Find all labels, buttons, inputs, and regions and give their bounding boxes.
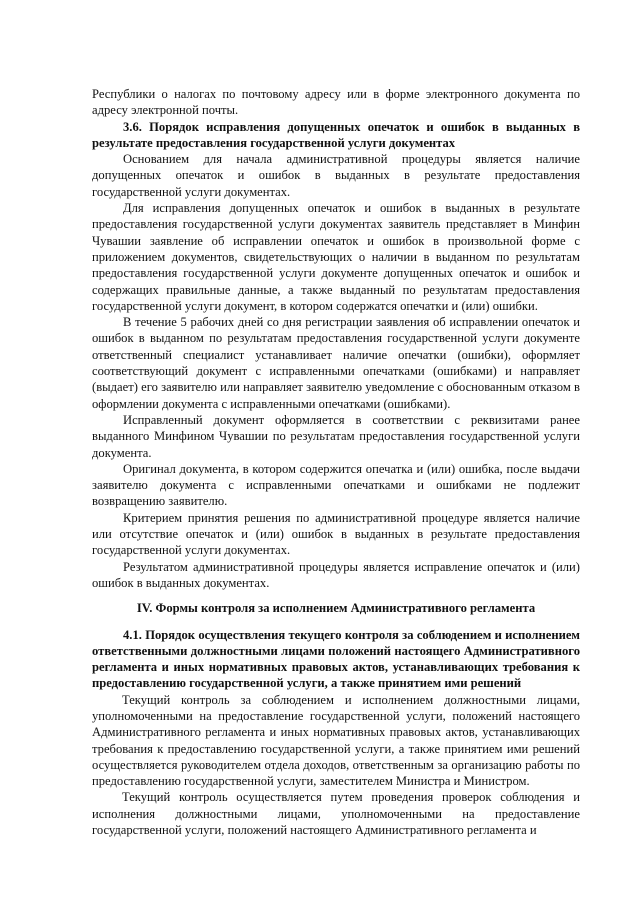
section-4-1-heading: 4.1. Порядок осуществления текущего контроля за соблюдением и исполнением ответственными должностными лицами положений настоящего Административного регламента и иных нормативных правовых актов, устанавливающих требования к предоставлению государственной услуги, а также принятием ими решений [92,627,580,691]
section-3-6-paragraph-7: Результатом административной процедуры является исправление опечаток и (или) ошибок в выданных документах. [92,559,580,590]
section-3-6-paragraph-3: В течение 5 рабочих дней со дня регистрации заявления об исправлении опечаток и ошибок в выданном по результатам предоставления государственной услуги документе ответственный специалист устанавливает наличие опечатки (ошибки), оформляет соответствующий документ с исправленными опечатками (ошибками) и направляет (выдает) его заявителю или направляет заявителю уведомление с обоснованным отказом в оформлении документа с исправленными опечатками (ошибками). [92,315,580,411]
section-3-6-paragraph-4: Исправленный документ оформляется в соответствии с реквизитами ранее выданного Минфином Чувашии по результатам предоставления государственной услуги документа. [92,412,580,460]
section-4-1-paragraph-2: Текущий контроль осуществляется путем проведения проверок соблюдения и исполнения должностными лицами, уполномоченными на предоставление государственной услуги, положений настоящего Административного регламента и [92,790,580,838]
section-4-1-paragraph-1: Текущий контроль за соблюдением и исполнением должностными лицами, уполномоченными на предоставление государственной услуги, положений настоящего Административного регламента и иных нормативных правовых актов, устанавливающих требования к предоставлению государственной услуги, а также принятием ими решений осуществляется руководителем отдела доходов, ответственным за организацию работы по предоставлению государственной услуги, заместителем Министра и Министром. [92,692,580,789]
section-3-6-paragraph-6: Критерием принятия решения по административной процедуре является наличие или отсутствие опечаток и (или) ошибок в выданных в результате предоставления государственной услуги документах. [92,510,580,558]
section-3-6-paragraph-2: Для исправления допущенных опечаток и ошибок в выданных в результате предоставления государственной услуги документах заявитель представляет в Минфин Чувашии заявление об исправлении опечаток и ошибок в произвольной форме с приложением документов, свидетельствующих о наличии в выданном по результатам предоставления государственной услуги документе допущенных опечаток и ошибок и содержащих правильные данные, а также выданный по результатам предоставления государственной услуги документ, в котором содержатся опечатки и (или) ошибки. [92,201,580,313]
chapter-4-heading: IV. Формы контроля за исполнением Административного регламента [136,601,536,616]
section-3-6-paragraph-1: Основанием для начала административной процедуры является наличие допущенных опечаток и ошибок в выданных в результате предоставления государственной услуги документах. [92,152,580,199]
section-3-6-paragraph-5: Оригинал документа, в котором содержится опечатка и (или) ошибка, после выдачи заявителю документа с исправленными опечатками и ошибками не подлежит возвращению заявителю. [92,461,580,509]
section-3-6-heading: 3.6. Порядок исправления допущенных опечаток и ошибок в выданных в результате предоставления государственной услуги документах [92,119,580,150]
paragraph-continuation: Республики о налогах по почтовому адресу или в форме электронного документа по адресу электронной почты. [92,87,580,118]
